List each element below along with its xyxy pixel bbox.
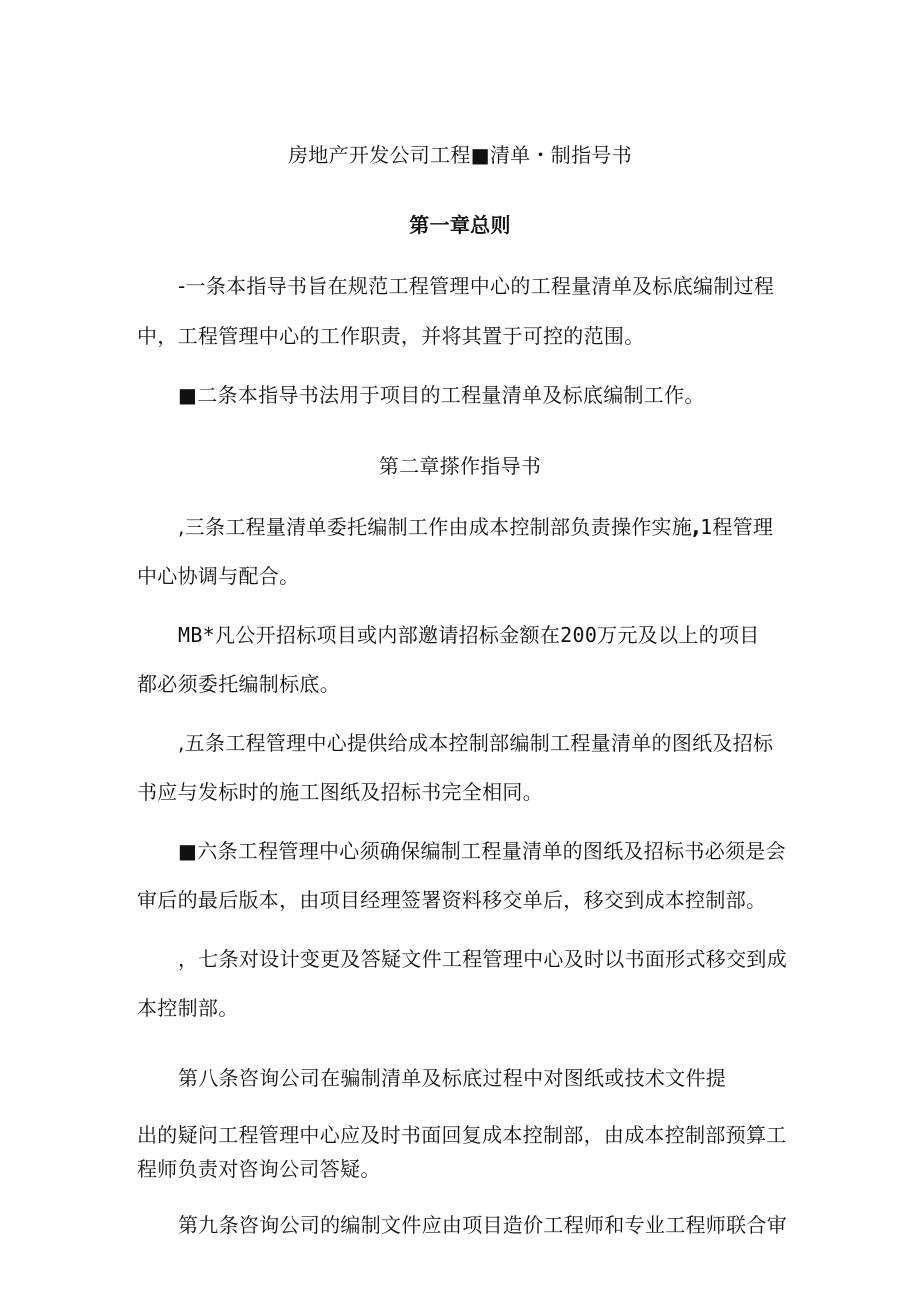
article-4-amount: 200 xyxy=(560,623,598,647)
article-5-line-2: 书应与发标时的施工图纸及招标书完全相同。 xyxy=(137,780,543,804)
article-4-line-1 xyxy=(178,621,760,649)
article-4-text-b: 凡公开招标项目或内部邀请招标金额在 xyxy=(215,623,561,647)
article-3-digit: 1 xyxy=(700,515,713,539)
article-7-line-1: ，七条对设计变更及答疑文件工程管理中心及时以书面形式移交到成 xyxy=(178,947,787,971)
article-8-line-2: 出的疑问工程管理中心应及时书面回复成本控制部，由成本控制部预算工 xyxy=(137,1123,787,1147)
article-6-line-2: 审后的最后版本，由项目经理签署资料移交单后，移交到成本控制部。 xyxy=(137,888,767,912)
article-5-line-1: ,五条工程管理中心提供给成本控制部编制工程量清单的图纸及招标 xyxy=(178,731,774,755)
article-4-prefix: MB* xyxy=(178,623,216,647)
article-4-line-2: 都必须委托编制标底。 xyxy=(137,672,340,696)
article-3-text-a: ,三条工程量清单委托编制工作由成本控制部负责操作实施 xyxy=(178,515,693,539)
article-9-line-1: 第九条咨询公司的编制文件应由项目造价工程师和专业工程师联合审 xyxy=(178,1213,787,1237)
article-6-line-1: ■六条工程管理中心须确保编制工程量清单的图纸及招标书必须是会 xyxy=(178,839,786,863)
article-3-text-d: 程管理 xyxy=(712,515,774,539)
article-1-line-2: 中，工程管理中心的工作职责，并将其置于可控的范围。 xyxy=(137,324,645,348)
article-3-comma: , xyxy=(692,515,701,539)
chapter-2-heading: 第二章搽作指导书 xyxy=(378,454,542,478)
article-4-text-d: 万元及以上的项目 xyxy=(597,623,760,647)
article-1-line-1: -一条本指导书旨在规范工程管理中心的工程量清单及标底编制过程 xyxy=(178,274,775,298)
article-3-line-2: 中心协调与配合。 xyxy=(137,564,300,588)
chapter-1-heading: 第一章总则 xyxy=(409,213,511,237)
article-8-line-1: 第八条咨询公司在骗制清单及标底过程中对图纸或技术文件提 xyxy=(178,1066,727,1090)
document-title: 房地产开发公司工程■清单・制指号书 xyxy=(288,143,632,167)
article-8-line-3: 程师负责对咨询公司答疑。 xyxy=(137,1157,381,1181)
article-3-line-1 xyxy=(178,513,773,541)
article-2-line-1: ■二条本指导书法用于项目的工程量清单及标底编制工作。 xyxy=(178,383,705,407)
article-7-line-2: 本控制部。 xyxy=(137,996,239,1020)
